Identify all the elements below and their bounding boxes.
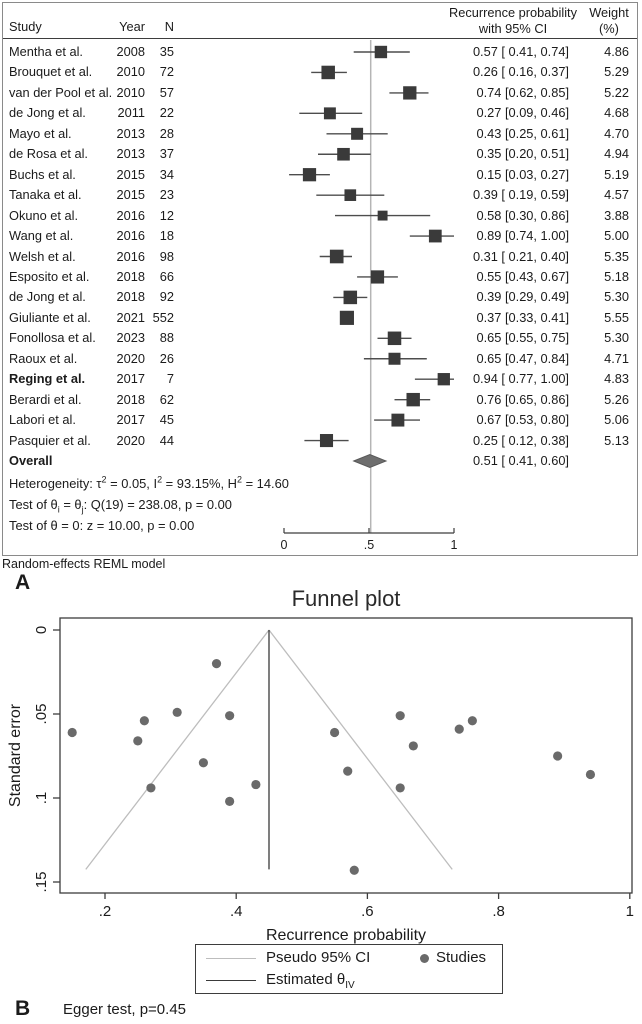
forest-row: [3, 124, 637, 144]
study-ci-value: 0.57 [ 0.41, 0.74]: [472, 44, 569, 59]
column-header-n: N: [164, 19, 174, 34]
forest-x-tick-label: .5: [363, 538, 375, 552]
study-n: 28: [159, 125, 174, 141]
study-name: Okuno et al.: [9, 207, 79, 223]
funnel-study-point: [199, 758, 208, 767]
forest-row: [3, 247, 637, 267]
heterogeneity-stats: Heterogeneity: $\tau^2 = 0.05$, $I^2 = 93.15\%$, $H^2 = 14.60$: [9, 474, 289, 491]
funnel-plot-canvas: [0, 608, 642, 953]
study-year: 2023: [116, 330, 145, 346]
study-weight: 5.29: [604, 64, 629, 80]
forest-row: [3, 62, 637, 82]
study-year: 2013: [116, 146, 145, 162]
study-name: Labori et al.: [9, 412, 76, 428]
forest-row: [3, 308, 637, 328]
column-header-weight-line1: Weight: [589, 5, 629, 20]
study-weight: 4.94: [604, 146, 629, 162]
study-name: Esposito et al.: [9, 268, 90, 284]
study-ci-value: 0.31 [ 0.21, 0.40]: [472, 248, 569, 264]
funnel-study-point: [586, 770, 595, 779]
funnel-study-point: [468, 716, 477, 725]
forest-row: [3, 206, 637, 226]
study-weight: 5.18: [604, 268, 629, 284]
study-n: 26: [159, 350, 174, 366]
study-year: 2020: [116, 350, 145, 366]
column-header-effect-line1: Recurrence probability: [448, 5, 578, 20]
study-name: de Rosa et al.: [9, 146, 88, 162]
forest-row: [3, 369, 637, 389]
forest-row: [3, 42, 637, 62]
legend-pseudo-ci-label: Pseudo 95% CI: [266, 949, 371, 966]
funnel-study-point: [173, 708, 182, 717]
panel-b-label: B: [15, 997, 31, 1020]
study-ci-value: 0.94 [ 0.77, 1.00]: [472, 371, 569, 387]
study-n: 72: [159, 64, 174, 80]
funnel-legend: [195, 944, 503, 994]
funnel-study-point: [396, 783, 405, 792]
forest-row: [3, 410, 637, 430]
study-name: Buchs et al.: [9, 166, 76, 182]
study-ci-value: 0.39 [0.29, 0.49]: [476, 289, 569, 305]
funnel-x-tick-label: 1: [625, 903, 634, 920]
study-year: 2016: [116, 228, 145, 244]
study-year: 2018: [116, 289, 145, 305]
overall-row: [3, 451, 637, 471]
funnel-study-point: [409, 741, 418, 750]
funnel-x-axis-label: Recurrence probability: [265, 927, 427, 944]
forest-row: [3, 287, 637, 307]
funnel-y-tick-label: 0: [33, 625, 50, 635]
study-weight: 5.30: [604, 289, 629, 305]
study-year: 2010: [116, 64, 145, 80]
study-year: 2017: [116, 371, 145, 387]
legend-estimated-theta-label: Estimated $\theta_{IV}$: [266, 971, 355, 991]
study-weight: 4.70: [604, 125, 629, 141]
study-weight: 5.00: [604, 228, 629, 244]
study-name: Giuliante et al.: [9, 309, 91, 325]
funnel-study-point: [350, 866, 359, 875]
study-ci-value: 0.25 [ 0.12, 0.38]: [472, 432, 569, 448]
study-n: 22: [159, 105, 174, 121]
study-name: de Jong et al.: [9, 105, 86, 121]
funnel-y-axis-label: Standard error: [7, 703, 24, 808]
funnel-study-point: [553, 751, 562, 760]
study-weight: 4.57: [604, 187, 629, 203]
study-name: Wang et al.: [9, 228, 74, 244]
study-year: 2010: [116, 84, 145, 100]
funnel-x-tick-label: .8: [492, 903, 505, 920]
study-name: Welsh et al.: [9, 248, 76, 264]
study-ci-value: 0.27 [0.09, 0.46]: [476, 105, 569, 121]
study-ci-value: 0.58 [0.30, 0.86]: [476, 207, 569, 223]
study-name: van der Pool et al.: [9, 84, 113, 100]
study-ci-value: 0.39 [ 0.19, 0.59]: [472, 187, 569, 203]
study-weight: 4.86: [604, 44, 629, 59]
study-ci-value: 0.35 [0.20, 0.51]: [476, 146, 569, 162]
study-weight: 5.26: [604, 391, 629, 407]
study-name: Raoux et al.: [9, 350, 78, 366]
study-year: 2015: [116, 187, 145, 203]
funnel-x-tick-label: .2: [98, 903, 112, 920]
funnel-y-tick-label: .1: [33, 791, 50, 805]
study-ci-value: 0.74 [0.62, 0.85]: [476, 84, 569, 100]
column-header-weight-line2: (%): [599, 20, 619, 36]
study-year: 2020: [116, 432, 145, 448]
study-name: Fonollosa et al.: [9, 330, 96, 346]
study-weight: 5.13: [604, 432, 629, 448]
study-year: 2015: [116, 166, 145, 182]
estimated-theta-swatch: [206, 980, 256, 981]
funnel-study-point: [212, 659, 221, 668]
funnel-study-point: [455, 725, 464, 734]
study-weight: 5.19: [604, 166, 629, 182]
study-weight: 5.22: [604, 84, 629, 100]
forest-row: [3, 185, 637, 205]
significance-test: Test of θ = 0: z = 10.00, p = 0.00: [9, 518, 195, 533]
forest-row: [3, 144, 637, 164]
panel-a-label: A: [15, 571, 31, 594]
funnel-y-tick-label: .05: [33, 703, 50, 725]
study-name: de Jong et al.: [9, 289, 86, 305]
study-n: 62: [159, 391, 174, 407]
study-ci-value: 0.55 [0.43, 0.67]: [476, 268, 569, 284]
study-name: Tanaka et al.: [9, 187, 82, 203]
study-n: 66: [159, 268, 174, 284]
column-header-weight: [585, 5, 633, 36]
forest-row: [3, 165, 637, 185]
study-ci-value: 0.76 [0.65, 0.86]: [476, 391, 569, 407]
column-header-study: Study: [9, 19, 42, 34]
forest-row: [3, 226, 637, 246]
study-weight: 3.88: [604, 207, 629, 223]
forest-row: [3, 83, 637, 103]
study-weight: 4.83: [604, 371, 629, 387]
study-n: 45: [159, 412, 174, 428]
funnel-study-point: [396, 711, 405, 720]
column-header-year: Year: [119, 19, 145, 34]
study-year: 2013: [116, 125, 145, 141]
legend-studies-label: Studies: [436, 949, 487, 966]
study-ci-value: 0.26 [ 0.16, 0.37]: [472, 64, 569, 80]
funnel-study-point: [251, 780, 260, 789]
study-weight: 5.35: [604, 248, 629, 264]
funnel-plot-box: [60, 618, 632, 893]
studies-marker-swatch: [420, 954, 429, 963]
study-n: 98: [159, 248, 174, 264]
study-weight: 5.06: [604, 412, 629, 428]
study-n: 35: [159, 44, 174, 59]
study-year: 2021: [116, 309, 145, 325]
study-n: 88: [159, 330, 174, 346]
study-year: 2011: [117, 105, 145, 121]
study-name: Berardi et al.: [9, 391, 82, 407]
egger-test-note: Egger test, p=0.45: [63, 1001, 187, 1018]
study-year: 2016: [116, 248, 145, 264]
funnel-study-point: [146, 783, 155, 792]
column-header-effect: [438, 5, 588, 36]
study-ci-value: 0.37 [0.33, 0.41]: [476, 309, 569, 325]
study-weight: 4.71: [604, 350, 629, 366]
study-n: 44: [159, 432, 174, 448]
study-n: 7: [166, 371, 174, 387]
study-year: 2018: [116, 391, 145, 407]
forest-row: [3, 103, 637, 123]
funnel-study-point: [225, 711, 234, 720]
homogeneity-test: Test of $\theta_i = \theta_j$: Q(19) = 238.08, p = 0.00: [9, 497, 232, 515]
study-year: 2008: [116, 44, 145, 59]
study-weight: 5.55: [604, 309, 629, 325]
study-name: Brouquet et al.: [9, 64, 93, 80]
study-n: 12: [159, 207, 174, 223]
study-ci-value: 0.89 [0.74, 1.00]: [476, 228, 569, 244]
study-n: 552: [152, 309, 174, 325]
study-name: Mayo et al.: [9, 125, 72, 141]
study-n: 18: [159, 228, 174, 244]
model-footnote: Random-effects REML model: [2, 557, 166, 571]
study-n: 92: [159, 289, 174, 305]
funnel-study-point: [133, 736, 142, 745]
funnel-study-point: [330, 728, 339, 737]
study-ci-value: 0.67 [0.53, 0.80]: [476, 412, 569, 428]
study-n: 57: [159, 84, 174, 100]
funnel-x-tick-label: .4: [229, 903, 243, 920]
forest-row: [3, 390, 637, 410]
forest-row: [3, 328, 637, 348]
study-n: 23: [159, 187, 174, 203]
funnel-study-point: [343, 767, 352, 776]
funnel-y-tick-label: .15: [33, 871, 50, 893]
funnel-x-tick-label: .6: [361, 903, 374, 920]
forest-x-tick-label: 0: [280, 538, 288, 552]
pseudo-ci-swatch: [206, 958, 256, 959]
study-ci-value: 0.15 [0.03, 0.27]: [476, 166, 569, 182]
study-name: Reging et al.: [9, 371, 86, 387]
funnel-plot-title: Funnel plot: [291, 586, 401, 611]
forest-row: [3, 431, 637, 451]
funnel-study-point: [225, 797, 234, 806]
study-weight: 5.30: [604, 330, 629, 346]
study-ci-value: 0.65 [0.55, 0.75]: [476, 330, 569, 346]
study-n: 37: [159, 146, 174, 162]
funnel-study-point: [68, 728, 77, 737]
forest-row: [3, 349, 637, 369]
study-name: Mentha et al.: [9, 44, 83, 59]
study-n: 34: [159, 166, 174, 182]
pseudo-ci-line-right: [269, 630, 452, 869]
overall-label: Overall: [9, 453, 53, 468]
study-ci-value: 0.65 [0.47, 0.84]: [476, 350, 569, 366]
study-ci-value: 0.43 [0.25, 0.61]: [476, 125, 569, 141]
forest-plot-panel: [2, 2, 638, 556]
column-header-effect-line2: with 95% CI: [478, 20, 548, 36]
forest-row: [3, 267, 637, 287]
overall-ci-value: 0.51 [ 0.41, 0.60]: [472, 453, 569, 468]
study-name: Pasquier et al.: [9, 432, 91, 448]
study-year: 2017: [116, 412, 145, 428]
study-year: 2016: [116, 207, 145, 223]
header-divider: [3, 38, 637, 39]
forest-x-tick-label: 1: [450, 538, 458, 552]
study-year: 2018: [116, 268, 145, 284]
study-weight: 4.68: [604, 105, 629, 121]
funnel-study-point: [140, 716, 149, 725]
pseudo-ci-line-left: [86, 630, 269, 869]
